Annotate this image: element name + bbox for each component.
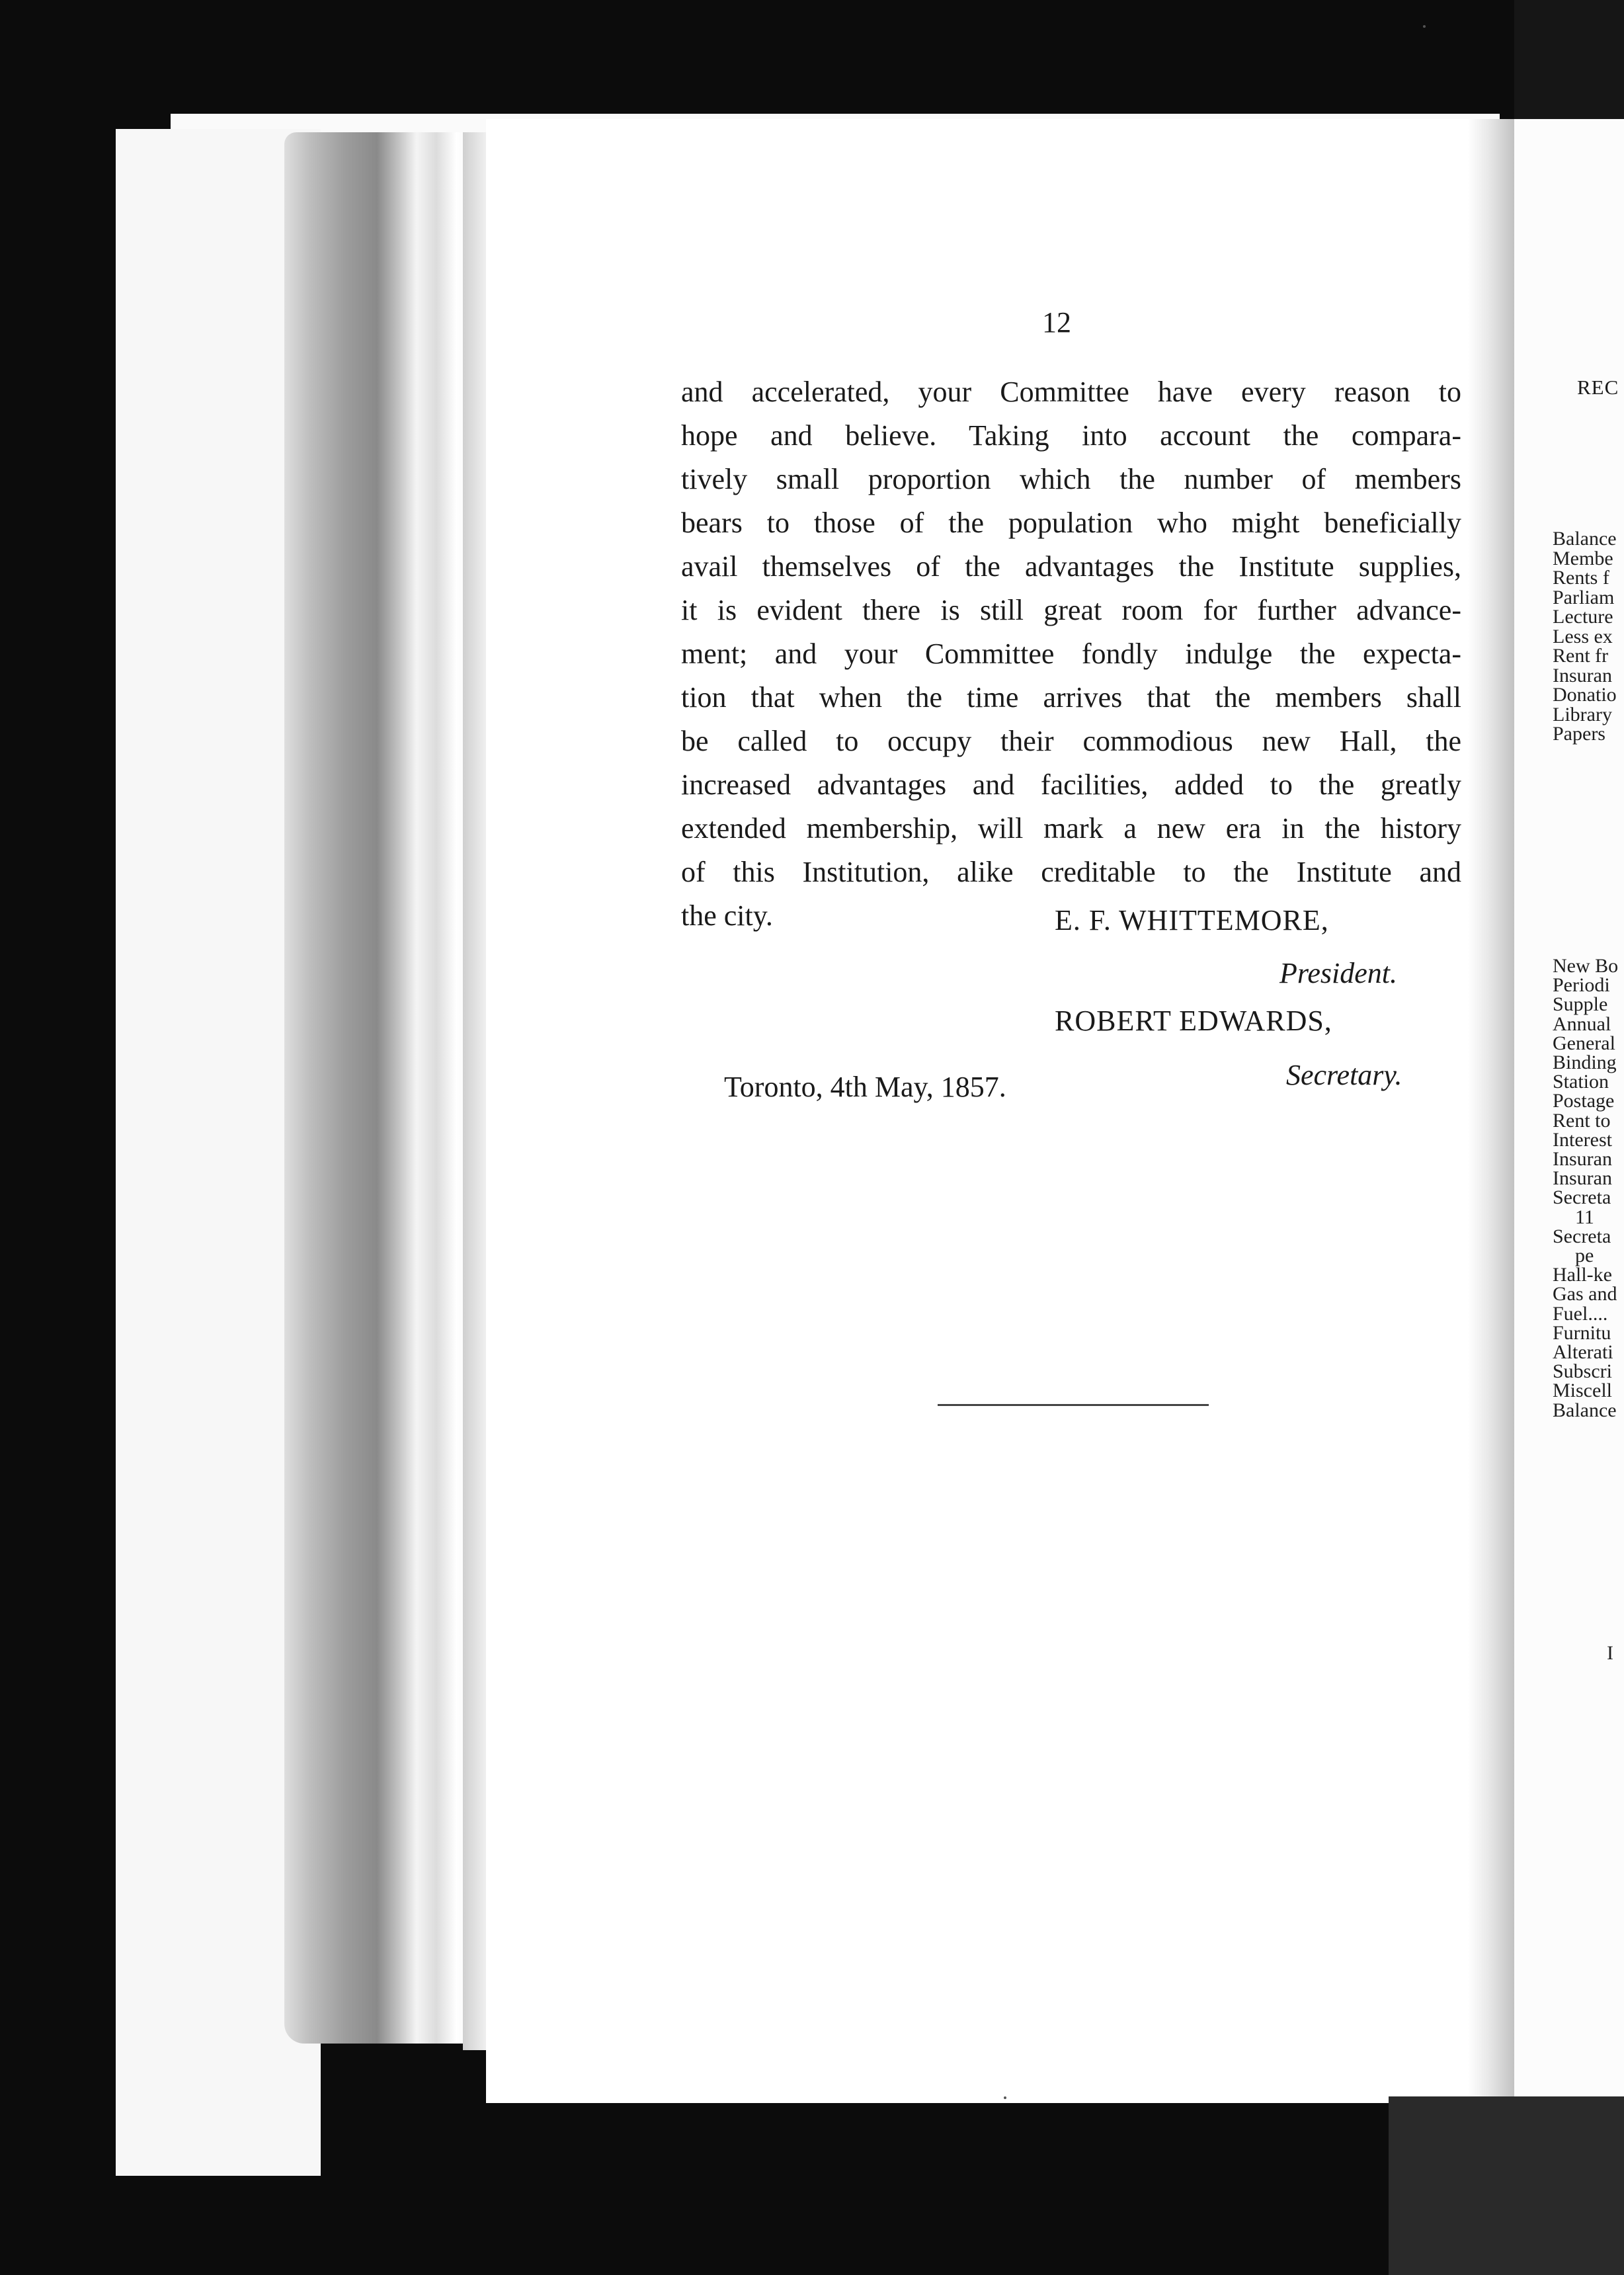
next-page-line: Secreta bbox=[1553, 1186, 1611, 1209]
next-page-line: Less ex bbox=[1553, 625, 1613, 647]
next-page-line: Rent to bbox=[1553, 1109, 1611, 1132]
president-title: President. bbox=[1279, 957, 1397, 989]
next-page-line: Station bbox=[1553, 1071, 1609, 1093]
page-number: 12 bbox=[1042, 306, 1071, 339]
body-line: tion that when the time arrives that the members shall bbox=[681, 681, 1461, 714]
body-line: the city. bbox=[681, 899, 773, 932]
next-page-line: Donatio bbox=[1553, 684, 1617, 706]
next-page-line: Insuran bbox=[1553, 664, 1612, 686]
next-page-line: Interest bbox=[1553, 1128, 1612, 1151]
next-page-line: Postage bbox=[1553, 1090, 1615, 1112]
next-page-line: Gas and bbox=[1553, 1283, 1617, 1305]
next-page-line: Alterati bbox=[1553, 1341, 1613, 1363]
next-page-line: Annual bbox=[1553, 1013, 1611, 1035]
next-page-line: Subscri bbox=[1553, 1360, 1612, 1383]
body-line: extended membership, will mark a new era in the history bbox=[681, 812, 1461, 845]
dust-speck bbox=[1423, 25, 1426, 28]
next-page-line: Parliam bbox=[1553, 586, 1615, 608]
next-page-line: pe bbox=[1575, 1245, 1594, 1266]
book-fore-edge bbox=[284, 132, 483, 2044]
next-page-line: Fuel.... bbox=[1553, 1302, 1608, 1325]
next-page-line: Periodi bbox=[1553, 974, 1610, 997]
next-page-line: Insuran bbox=[1553, 1167, 1612, 1190]
body-line: tively small proportion which the number of members bbox=[681, 463, 1461, 495]
secretary-title: Secretary. bbox=[1286, 1059, 1402, 1091]
next-page-line: Lecture bbox=[1553, 606, 1613, 628]
next-page-line: Rents f bbox=[1553, 567, 1609, 589]
body-line: of this Institution, alike creditable to the Institute and bbox=[681, 856, 1461, 888]
next-page-line: Secreta bbox=[1553, 1225, 1611, 1247]
next-page-line: 11 bbox=[1575, 1206, 1594, 1228]
body-line: it is evident there is still great room for further advance- bbox=[681, 594, 1461, 626]
next-page-line: Balance bbox=[1553, 528, 1617, 550]
next-page-line: Miscell bbox=[1553, 1380, 1612, 1402]
next-page-line: Rent fr bbox=[1553, 645, 1609, 667]
body-line: avail themselves of the advantages the Institute supplies, bbox=[681, 550, 1461, 583]
dust-speck bbox=[1004, 2096, 1006, 2099]
next-page-line: Supple bbox=[1553, 993, 1608, 1016]
next-page-line: Binding bbox=[1553, 1052, 1617, 1073]
next-page-line: New Bo bbox=[1553, 955, 1619, 977]
closing-rule bbox=[938, 1404, 1209, 1406]
body-paragraph bbox=[681, 370, 1461, 938]
next-page-heading: REC bbox=[1577, 376, 1619, 399]
next-page-line: Balance bbox=[1553, 1399, 1617, 1421]
body-line: ment; and your Committee fondly indulge the expecta- bbox=[681, 638, 1461, 670]
next-page-line: Furnitu bbox=[1553, 1321, 1611, 1344]
body-line: bears to those of the population who might beneficially bbox=[681, 507, 1461, 539]
place-and-date: Toronto, 4th May, 1857. bbox=[724, 1071, 1006, 1103]
next-page-line: Hall-ke bbox=[1553, 1264, 1612, 1286]
next-page-text bbox=[1514, 119, 1624, 2103]
next-page-line: Library bbox=[1553, 703, 1612, 725]
next-page-line: I bbox=[1607, 1642, 1613, 1664]
body-line: increased advantages and facilities, added to the greatly bbox=[681, 768, 1461, 801]
body-line: be called to occupy their commodious new Hall, the bbox=[681, 725, 1461, 757]
scanner-background-bottom bbox=[1389, 2096, 1624, 2275]
next-page-line: Insuran bbox=[1553, 1148, 1612, 1170]
president-name: E. F. WHITTEMORE, bbox=[1055, 904, 1329, 936]
page-stack-shadow bbox=[463, 132, 489, 2050]
body-line: hope and believe. Taking into account the compara- bbox=[681, 419, 1461, 452]
next-page-line: Papers bbox=[1553, 723, 1605, 745]
page-gutter-shadow bbox=[1468, 119, 1518, 2103]
next-page-line: General bbox=[1553, 1032, 1615, 1054]
secretary-name: ROBERT EDWARDS, bbox=[1055, 1005, 1332, 1037]
next-page-line: Membe bbox=[1553, 547, 1613, 569]
body-line: and accelerated, your Committee have every reason to bbox=[681, 376, 1461, 408]
